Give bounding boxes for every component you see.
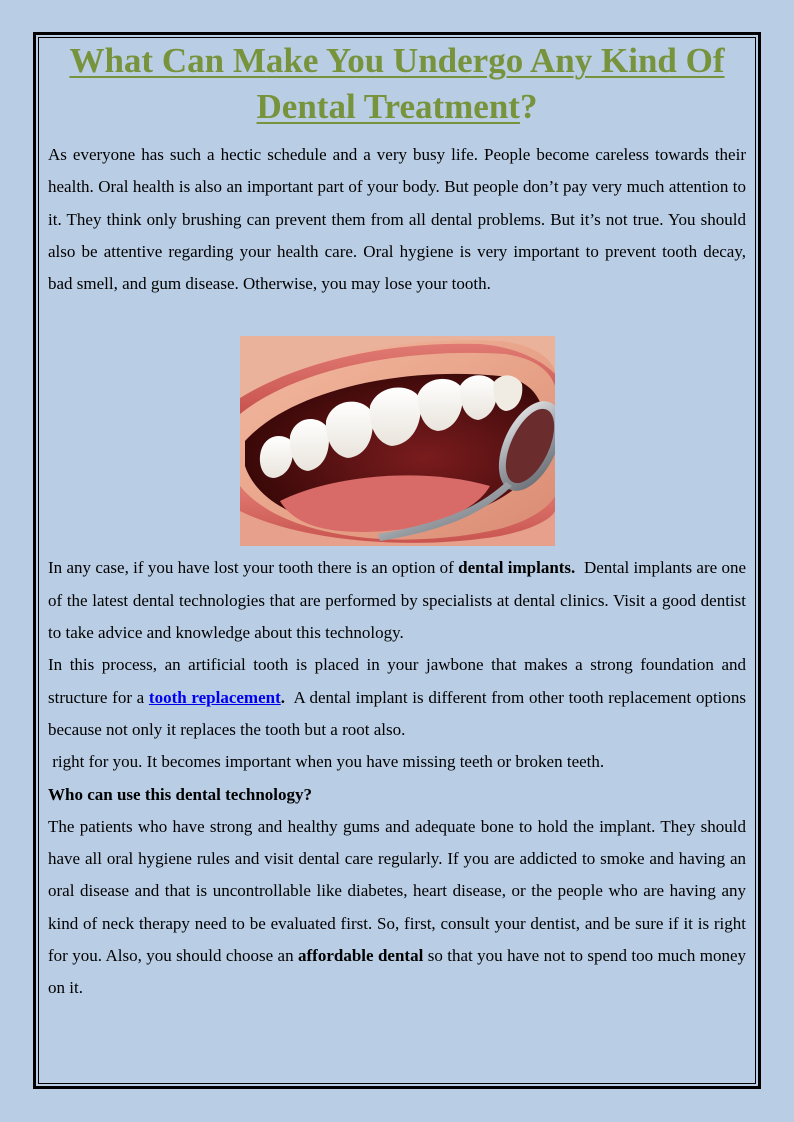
patients-paragraph [48, 811, 746, 1005]
affordable-dental-bold: affordable dental [298, 946, 424, 966]
process-text-after: A dental implant is different from other tooth replacement options because not only it replaces the tooth but a root also. [48, 687, 747, 739]
process-text-before: In this process, an artificial tooth is placed in your jawbone that makes a strong foundation and structure for a [48, 655, 746, 707]
title-part-2: Dental Treatment [256, 87, 520, 126]
right-for-you-line [48, 746, 746, 778]
dental-implants-bold: dental implants. [458, 558, 576, 578]
document-body [48, 38, 746, 1005]
implants-text-after: Dental implants are one of the latest dental technologies that are performed by specialists at dental clinics. Visit a good dentist to take advice and knowledge about this technology. [48, 558, 747, 643]
intro-paragraph: As everyone has such a hectic schedule and a very busy life. People become careless towards their health. Oral health is also an important part of your body. But people don’t pay very much attention to it. They think only brushing can prevent them from all dental problems. But it’s not true. You should also be attentive regarding your health care. Oral hygiene is very important to prevent tooth decay, bad smell, and gum disease. Otherwise, you may lose your tooth. [48, 145, 746, 294]
patients-text-after: so that you have not to spend too much money on it. [48, 946, 747, 998]
process-period: . [280, 687, 285, 707]
title-question-mark: ? [519, 87, 538, 126]
teeth-mirror-photo-icon [240, 336, 555, 546]
right-for-you-text: right for you. It becomes important when you have missing teeth or broken teeth. [52, 752, 605, 772]
title-part-1: What Can Make You Undergo Any Kind Of [69, 41, 725, 80]
teeth-photo [240, 336, 555, 546]
implants-paragraph [48, 552, 746, 649]
implants-text-before: In any case, if you have lost your tooth there is an option of [48, 558, 454, 578]
tooth-replacement-link[interactable]: tooth replacement [148, 687, 281, 707]
section-heading [48, 779, 746, 811]
who-can-use-heading: Who can use this dental technology? [48, 784, 312, 804]
patients-text: The patients who have strong and healthy gums and adequate bone to hold the implant. They should have all oral hygiene rules and visit dental care regularly. If you are addicted to smoke and having an oral disease and that is uncontrollable like diabetes, heart disease, or the people who are having any kind of neck therapy need to be evaluated first. So, first, consult your dentist, and be sure if it is right for you. Also, you should choose an [48, 816, 746, 966]
page-title [48, 38, 746, 130]
process-paragraph [48, 649, 746, 746]
